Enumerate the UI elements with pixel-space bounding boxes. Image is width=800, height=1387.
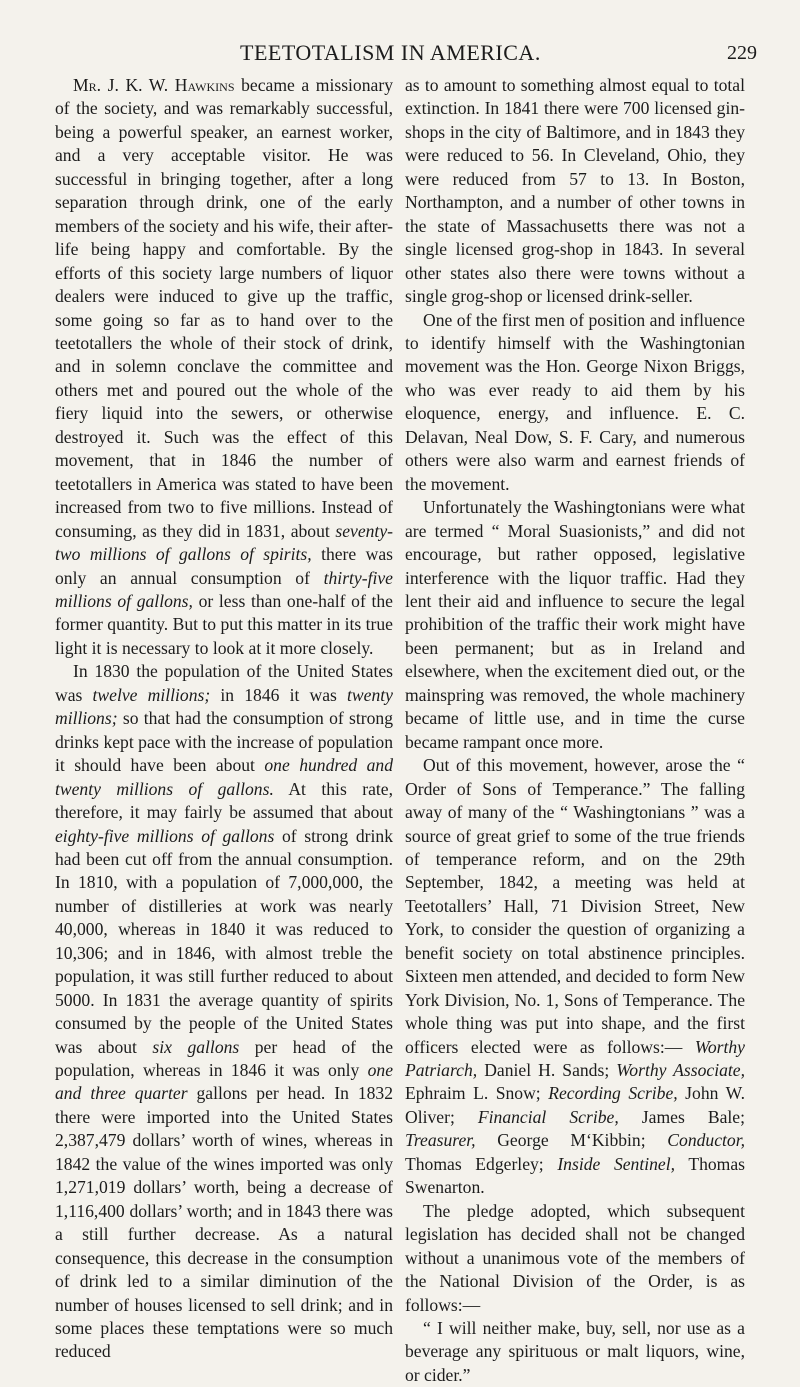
text-run: of strong drink had been cut off from the annual consumption. In 1810, with a population of 7,000,000, the number of distilleries at work was nearly 40,000, whereas in 1840 it was reduced to 10,306; and in 1846, with almost treble the population, it was still further reduced to about 5000. In 1831 the average quantity of spirits consumed by the people of the United States was about (55, 825, 393, 1057)
paragraph-population (55, 660, 393, 1364)
emphasis: thirty-five millions of gallons, (55, 567, 393, 611)
text-run: became a missionary of the society, and was remarkably successful, being a powerful speaker, an earnest worker, and a very acceptable visitor. He was successful in bringing together, after a long separation through drink, one of the early members of the society and his wife, their after-life being happy and comfortable. By the efforts of this society large numbers of liquor dealers were induced to give up the traffic, some going so far as to hand over to the teetotallers the whole of their stock of drink, and in solemn conclave the committee and others met and poured out the whole of the fiery liquid into the sewers, or otherwise destroyed it. Such was the effect of this movement, that in 1846 the number of teetotallers in America was stated to have been increased from two to five millions. Instead of consuming, as they did in 1831, about (55, 75, 393, 541)
text-run: At this rate, therefore, it may fairly be assumed that about (55, 778, 393, 823)
running-header (0, 40, 800, 68)
officer-title: Conductor, (667, 1130, 745, 1151)
officer-name: George M‘Kibbin; (475, 1130, 668, 1151)
emphasis: twelve millions; (92, 684, 211, 705)
text-run: there was only an annual consumption of (55, 544, 393, 588)
right-column (405, 74, 745, 1387)
officer-name: Daniel H. Sands; (477, 1060, 617, 1081)
text-run: per head of the population, whereas in 1846 it was only (55, 1036, 394, 1081)
text-run: so that had the consumption of strong drinks kept pace with the increase of population it should have been about (55, 708, 393, 776)
officer-title: Worthy Associate, (616, 1060, 745, 1081)
emphasis: one hundred and twenty millions of gallons. (55, 755, 393, 799)
officer-name: Thomas Edgerley; (405, 1153, 558, 1174)
text-run: or less than one-half of the former quantity. But to put this matter in its true light it is necessary to look at it more closely. (55, 590, 393, 658)
officer-title: Inside Sentinel, (557, 1153, 676, 1174)
left-column (55, 74, 393, 1364)
text-run: In 1830 the population of the United States was (55, 661, 393, 705)
officer-title: Worthy Patriarch, (405, 1036, 745, 1081)
paragraph-briggs: One of the first men of position and influence to identify himself with the Washingtonian movement was the Hon. George Nixon Briggs, who was ever ready to aid them by his eloquence, energy, and influence. E. C. Delavan, Neal Dow, S. F. Cary, and numerous others were also warm and earnest friends of the movement. (405, 309, 745, 494)
officer-name: John W. Oliver; (405, 1083, 745, 1127)
officer-title: Treasurer, (405, 1130, 476, 1151)
emphasis: twenty millions; (55, 684, 393, 729)
officer-title: Recording Scribe, (548, 1083, 678, 1104)
page-number: 229 (727, 42, 757, 64)
officer-name: Thomas Swenarton. (405, 1153, 746, 1198)
lead-in-name: Mr. J. K. W. Hawkins (73, 75, 235, 95)
paragraph-sons-of-temperance (405, 754, 745, 1200)
officer-title: Financial Scribe, (477, 1106, 619, 1127)
text-run: Out of this movement, however, arose the “ Order of Sons of Temperance.” The falling away of many of the “ Washingtonians ” was a source of great grief to some of the true friends of temperance reform, and on the 29th September, 1842, a meeting was held at Teetotallers’ Hall, 71 Division Street, New York, to consider the question of organizing a benefit society on total abstinence principles. Sixteen men attended, and decided to form New York Division, No. 1, Sons of Temperance. The whole thing was put into shape, and the first officers elected were as follows:— (405, 755, 745, 1057)
paragraph-pledge-quote: “ I will neither make, buy, sell, nor use as a beverage any spirituous or malt liquors, wine, or cider.” (405, 1318, 745, 1385)
text-run: in 1846 it was (210, 684, 348, 705)
running-title: TEETOTALISM IN AMERICA. (240, 40, 541, 65)
officer-name: James Bale; (618, 1106, 745, 1127)
emphasis: six gallons (152, 1036, 240, 1057)
text-run: gallons per head. In 1832 there were imported into the United States 2,387,479 dollars’ worth of wines, whereas in 1842 the value of the wines imported was only 1,271,019 dollars’ worth, being a decrease of 1,116,400 dollars’ worth; and in 1843 there was a still further decrease. As a natural consequence, this decrease in the consumption of drink led to a similar diminution of the number of houses licensed to sell drink; and in some places these temptations were so much reduced (55, 1083, 394, 1362)
paragraph-moral-suasionists: Unfortunately the Washingtonians were what are termed “ Moral Suasionists,” and did not encourage, but rather opposed, legislative interference with the liquor traffic. Had they lent their aid and influence to secure the legal prohibition of the traffic their work might have been permanent; but as in Ireland and elsewhere, when the excitement died out, or the mainspring was removed, the whole machinery became of little use, and in time the curse became rampant once more. (405, 497, 745, 752)
emphasis: seventy-two millions of gallons of spirits, (55, 520, 393, 565)
paragraph-hawkins (55, 74, 393, 660)
officer-name: Ephraim L. Snow; (405, 1083, 549, 1104)
emphasis: one and three quarter (55, 1060, 393, 1104)
emphasis: eighty-five millions of gallons (55, 825, 275, 846)
paragraph-continuation: as to amount to something almost equal to total extinction. In 1841 there were 700 licensed gin-shops in the city of Baltimore, and in 1843 they were reduced to 56. In Cleveland, Ohio, they were reduced from 57 to 13. In Boston, Northampton, and a number of other towns in the state of Massachusetts there was not a single licensed grog-shop in 1843. In several other states also there were towns without a single grog-shop or licensed drink-seller. (405, 75, 745, 307)
paragraph-pledge-intro: The pledge adopted, which subsequent legislation has decided shall not be changed without a unanimous vote of the members of the National Division of the Order, is as follows:— (405, 1200, 745, 1315)
